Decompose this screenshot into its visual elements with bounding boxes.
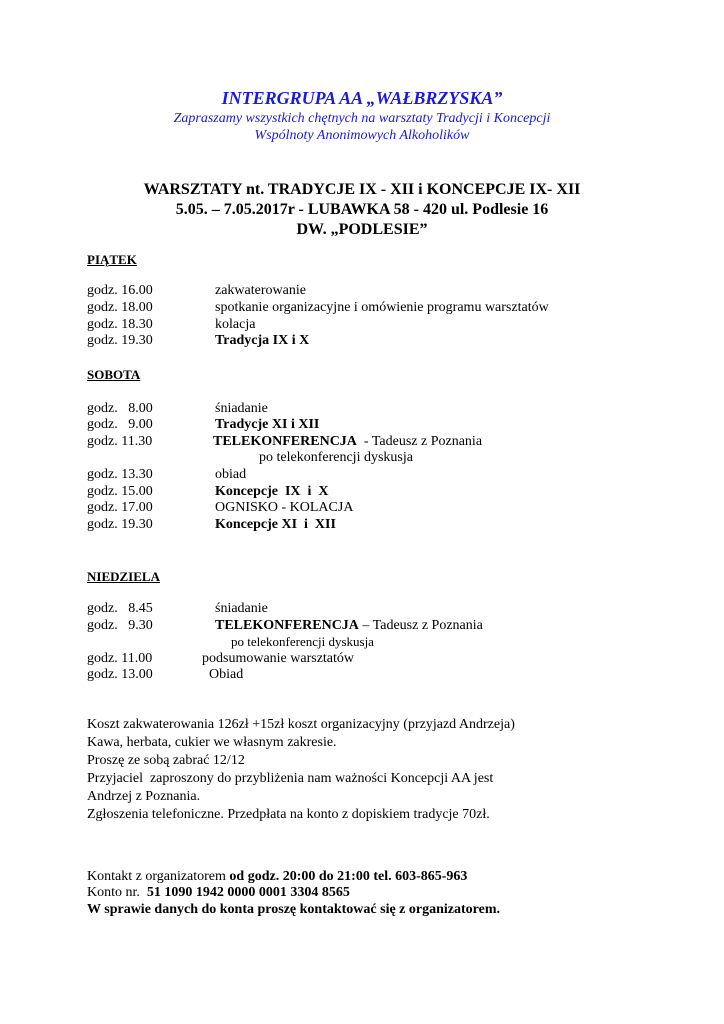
info-line: Kawa, herbata, cukier we własnym zakresie. <box>87 735 337 750</box>
schedule-event: śniadanie <box>215 601 268 616</box>
schedule-event: spotkanie organizacyjne i omówienie programu warsztatów <box>215 300 549 315</box>
schedule-event: Koncepcje IX i X <box>215 484 329 499</box>
schedule-event-note: po telekonferencji dyskusja <box>259 450 413 465</box>
info-line: Proszę ze sobą zabrać 12/12 <box>87 753 245 768</box>
account-contact-note: W sprawie danych do konta proszę kontaktować się z organizatorem. <box>87 902 500 917</box>
account-line <box>87 884 350 901</box>
schedule-event: podsumowanie warsztatów <box>202 651 355 666</box>
day-heading-sunday: NIEDZIELA <box>87 569 160 584</box>
info-line: Przyjaciel zaproszony do przybliżenia nam ważności Koncepcji AA jest <box>87 771 494 786</box>
day-heading-saturday: SOBOTA <box>87 367 141 382</box>
schedule-event: śniadanie <box>215 401 268 416</box>
invitation-line-2: Wspólnoty Anonimowych Alkoholików <box>254 128 470 143</box>
schedule-time: godz. 15.00 <box>87 484 153 499</box>
schedule-time: godz. 16.00 <box>87 283 153 298</box>
account-prefix: Konto nr. <box>87 885 147 900</box>
page-title: INTERGRUPA AA „WAŁBRZYSKA” <box>221 88 503 108</box>
schedule-time: godz. 18.00 <box>87 300 153 315</box>
telekonferencja-label: TELEKONFERENCJA <box>213 434 357 449</box>
schedule-event: zakwaterowanie <box>215 283 306 298</box>
schedule-event: obiad <box>215 467 247 482</box>
schedule-event: Koncepcje XI i XII <box>215 517 336 532</box>
schedule-event: Tradycje XI i XII <box>215 417 320 432</box>
telekonferencja-label: TELEKONFERENCJA <box>215 618 359 633</box>
schedule-time: godz. 11.00 <box>87 651 153 666</box>
schedule-event <box>215 617 483 634</box>
workshop-topic: WARSZTATY nt. TRADYCJE IX - XII i KONCEPCJE IX- XII <box>143 181 581 198</box>
info-line: Zgłoszenia telefoniczne. Przedpłata na konto z dopiskiem tradycje 70zł. <box>87 807 490 822</box>
telekonferencja-speaker: – Tadeusz z Poznania <box>358 618 483 633</box>
telekonferencja-speaker: - Tadeusz z Poznania <box>356 434 483 449</box>
info-line: Andrzej z Poznania. <box>87 789 201 804</box>
schedule-event: Obiad <box>209 667 244 682</box>
schedule-time: godz. 19.30 <box>87 333 153 348</box>
schedule-time: godz. 19.30 <box>87 517 153 532</box>
schedule-time: godz. 8.00 <box>87 401 153 416</box>
schedule-time: godz. 13.30 <box>87 467 153 482</box>
schedule-time: godz. 9.30 <box>87 618 153 633</box>
info-line: Koszt zakwaterowania 126zł +15zł koszt organizacyjny (przyjazd Andrzeja) <box>87 717 515 732</box>
contact-phone: od godz. 20:00 do 21:00 tel. 603-865-963 <box>229 869 468 884</box>
schedule-time: godz. 17.00 <box>87 500 153 515</box>
workshop-venue: DW. „PODLESIE” <box>296 221 428 238</box>
schedule-time: godz. 13.00 <box>87 667 153 682</box>
schedule-time: godz. 8.45 <box>87 601 153 616</box>
schedule-time: godz. 9.00 <box>87 417 153 432</box>
schedule-event: kolacja <box>215 317 256 332</box>
schedule-event-note: po telekonferencji dyskusja <box>231 634 374 649</box>
schedule-event <box>213 433 482 450</box>
invitation-line-1: Zapraszamy wszystkich chętnych na warsztaty Tradycji i Koncepcji <box>173 111 551 126</box>
workshop-date-location: 5.05. – 7.05.2017r - LUBAWKA 58 - 420 ul. Podlesie 16 <box>175 201 549 218</box>
day-heading-friday: PIĄTEK <box>87 252 137 267</box>
contact-prefix: Kontakt z organizatorem <box>87 869 230 884</box>
schedule-event: OGNISKO - KOLACJA <box>215 500 354 515</box>
schedule-time: godz. 18.30 <box>87 317 153 332</box>
schedule-time: godz. 11.30 <box>87 434 153 449</box>
account-number: 51 1090 1942 0000 0001 3304 8565 <box>146 885 350 900</box>
schedule-event: Tradycja IX i X <box>215 333 310 348</box>
contact-line <box>87 868 467 885</box>
